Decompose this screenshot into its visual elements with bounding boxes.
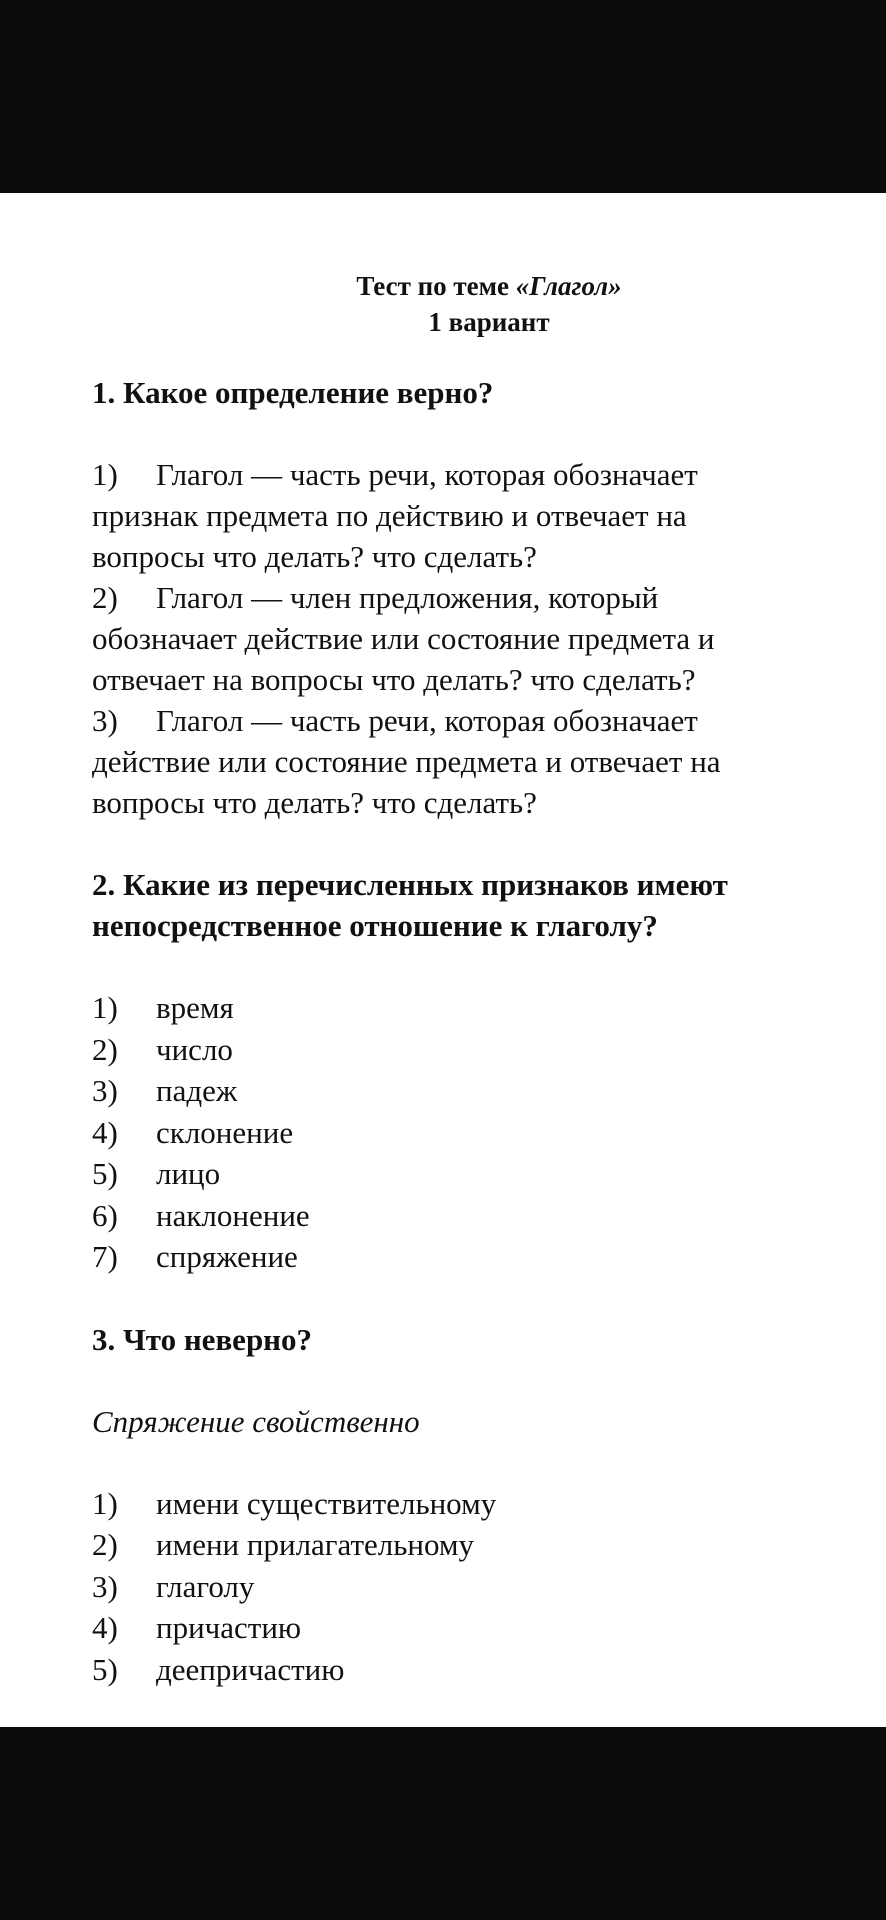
option-text: глаголу xyxy=(156,1568,255,1604)
option-number: 3) xyxy=(92,1073,118,1108)
top-black-bar xyxy=(0,0,886,193)
question-3-prompt: Спряжение свойственно xyxy=(92,1403,420,1439)
list-item xyxy=(92,1236,822,1278)
option-line: признак предмета по действию и отвечает на xyxy=(92,498,687,533)
option-line: отвечает на вопросы что делать? что сделать? xyxy=(92,662,696,697)
list-item xyxy=(92,1566,822,1608)
option-line: обозначает действие или состояние предмета и xyxy=(92,621,715,656)
option-number: 4) xyxy=(92,1114,118,1150)
option-text: деепричастию xyxy=(156,1651,345,1687)
option-number: 1) xyxy=(92,457,118,492)
variant-label: 1 вариант xyxy=(428,307,550,337)
option-text: спряжение xyxy=(156,1239,298,1274)
option-line: вопросы что делать? что сделать? xyxy=(92,539,537,574)
option-number: 1) xyxy=(92,1485,118,1521)
title-topic: «Глагол» xyxy=(515,271,622,301)
option-text: имени прилагательному xyxy=(156,1527,475,1562)
list-item xyxy=(92,1029,822,1071)
option-number: 5) xyxy=(92,1651,118,1687)
option-line: действие или состояние предмета и отвечает на xyxy=(92,744,721,779)
option-text: причастию xyxy=(156,1610,302,1645)
heading-line: непосредственное отношение к глаголу? xyxy=(92,908,658,943)
option-text: имени существительному xyxy=(156,1485,497,1521)
option-line: вопросы что делать? что сделать? xyxy=(92,785,537,820)
option-text: падеж xyxy=(156,1073,238,1108)
option-number: 4) xyxy=(92,1610,118,1645)
question-3-options xyxy=(92,1483,822,1691)
question-1-option-3 xyxy=(92,700,822,823)
option-number: 3) xyxy=(92,1568,118,1604)
option-line: Глагол — член предложения, который xyxy=(156,580,659,615)
option-text: склонение xyxy=(156,1114,294,1150)
option-number: 2) xyxy=(92,1031,118,1067)
option-text: лицо xyxy=(156,1156,221,1191)
option-text: время xyxy=(156,990,234,1025)
list-item xyxy=(92,1483,822,1525)
list-item xyxy=(92,1153,822,1195)
document-page xyxy=(0,193,886,1727)
list-item xyxy=(92,1649,822,1691)
option-number: 7) xyxy=(92,1239,118,1274)
list-item xyxy=(92,1070,822,1112)
list-item xyxy=(92,987,822,1029)
question-2-options xyxy=(92,987,822,1278)
question-1-option-2 xyxy=(92,577,822,700)
option-number: 6) xyxy=(92,1197,118,1233)
title-line xyxy=(156,268,822,304)
question-2-heading xyxy=(92,864,822,946)
list-item xyxy=(92,1112,822,1154)
bottom-black-bar xyxy=(0,1727,886,1920)
option-text: число xyxy=(156,1031,233,1067)
title-prefix: Тест по теме xyxy=(356,271,516,301)
option-text: наклонение xyxy=(156,1197,310,1233)
list-item xyxy=(92,1195,822,1237)
question-1-heading: 1. Какое определение верно? xyxy=(92,375,494,410)
option-number: 2) xyxy=(92,1527,118,1562)
option-number: 3) xyxy=(92,703,118,738)
option-number: 2) xyxy=(92,580,118,615)
list-item xyxy=(92,1524,822,1566)
option-line: Глагол — часть речи, которая обозначает xyxy=(156,703,698,738)
document-content xyxy=(92,268,822,1690)
heading-line: 2. Какие из перечисленных признаков имеют xyxy=(92,867,728,902)
option-line: Глагол — часть речи, которая обозначает xyxy=(156,457,698,492)
question-1-option-1 xyxy=(92,454,822,577)
option-number: 5) xyxy=(92,1156,118,1191)
option-number: 1) xyxy=(92,990,118,1025)
document-title xyxy=(92,268,822,340)
list-item xyxy=(92,1607,822,1649)
question-3-heading: 3. Что неверно? xyxy=(92,1321,313,1357)
